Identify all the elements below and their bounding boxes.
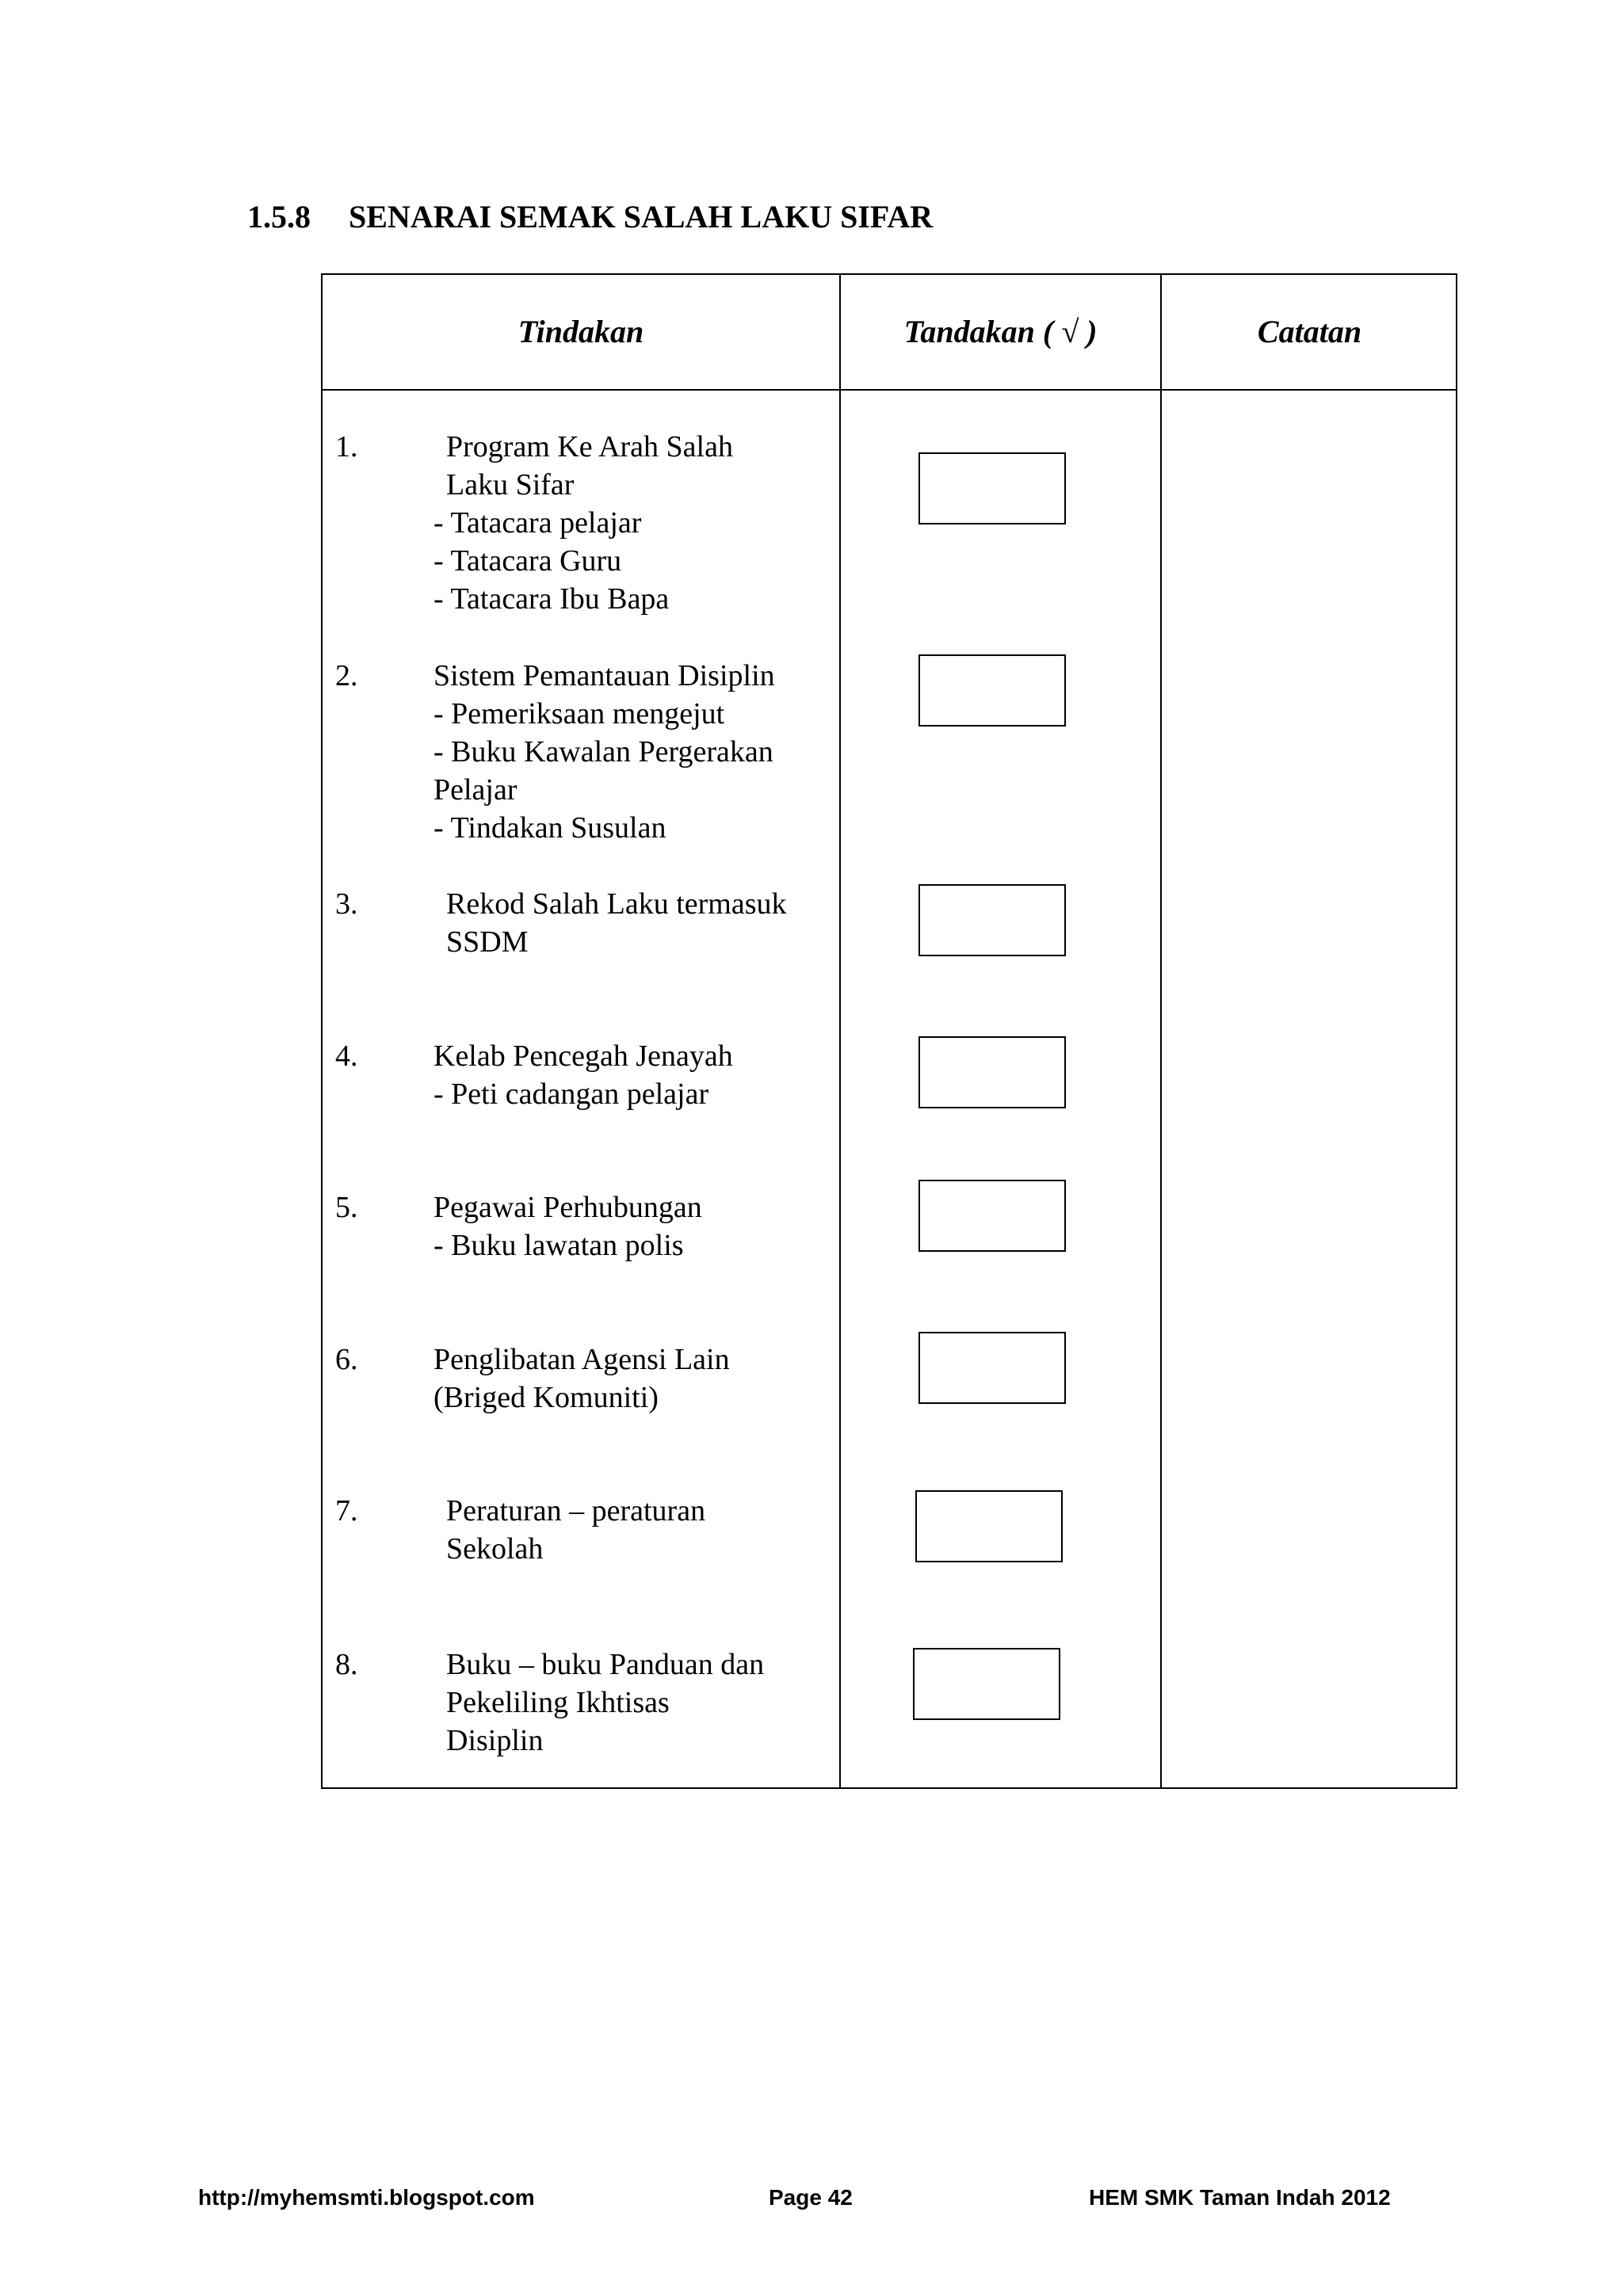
item-title: Rekod Salah Laku termasuk SSDM: [446, 887, 787, 959]
section-title: SENARAI SEMAK SALAH LAKU SIFAR: [349, 199, 934, 235]
item-number: 3.: [335, 887, 358, 921]
catatan-column[interactable]: [1162, 391, 1457, 1787]
item-title: Sistem Pemantauan Disiplin: [433, 659, 775, 692]
tick-box-item-1[interactable]: [918, 452, 1066, 524]
footer-url[interactable]: http://myhemsmti.blogspot.com: [198, 2185, 535, 2210]
item-number: 6.: [335, 1343, 358, 1376]
item-title: Penglibatan Agensi Lain (Briged Komuniti): [433, 1343, 730, 1414]
item-subitem: - Tindakan Susulan: [433, 811, 666, 845]
item-subitems: [433, 695, 773, 847]
item-subitem: - Peti cadangan pelajar: [433, 1077, 709, 1111]
header-catatan: Catatan: [1257, 314, 1362, 349]
tick-box-item-3[interactable]: [918, 884, 1066, 956]
column-divider: [839, 275, 841, 1787]
item-title: Kelab Pencegah Jenayah: [433, 1039, 733, 1073]
item-subitem: - Tatacara pelajar: [433, 506, 642, 540]
item-subitem: - Pemeriksaan mengejut: [433, 697, 725, 730]
checklist-table: [321, 273, 1457, 1789]
header-tandakan: Tandakan ( √ ): [903, 314, 1098, 349]
item-number: 7.: [335, 1494, 358, 1527]
tick-box-item-4[interactable]: [918, 1036, 1066, 1108]
item-subitem: - Tatacara Ibu Bapa: [433, 582, 670, 616]
section-heading: [247, 198, 933, 235]
tick-box-item-7[interactable]: [915, 1490, 1063, 1562]
item-subitem: - Buku lawatan polis: [433, 1229, 684, 1262]
section-number: 1.5.8: [247, 199, 311, 235]
footer-page-number: Page 42: [769, 2185, 853, 2210]
item-number: 2.: [335, 659, 358, 692]
header-tindakan: Tindakan: [517, 314, 644, 349]
item-subitem: - Tatacara Guru: [433, 544, 622, 578]
item-title: Buku – buku Panduan dan Pekeliling Ikhtisas Disiplin: [446, 1648, 765, 1757]
tick-box-item-8[interactable]: [913, 1648, 1060, 1720]
item-number: 5.: [335, 1191, 358, 1224]
item-number: 1.: [335, 430, 358, 463]
item-number: 8.: [335, 1648, 358, 1681]
footer-organization: HEM SMK Taman Indah 2012: [1089, 2185, 1391, 2210]
tick-box-item-5[interactable]: [918, 1180, 1066, 1252]
item-title: Peraturan – peraturan Sekolah: [446, 1494, 706, 1566]
item-subitem: - Buku Kawalan Pergerakan Pelajar: [433, 735, 773, 807]
item-subitems: [433, 1226, 684, 1264]
item-title: Program Ke Arah Salah Laku Sifar: [446, 430, 733, 502]
tick-box-item-6[interactable]: [918, 1332, 1066, 1404]
item-number: 4.: [335, 1039, 358, 1073]
tick-box-item-2[interactable]: [918, 654, 1066, 727]
item-subitems: [433, 504, 669, 618]
item-title: Pegawai Perhubungan: [433, 1191, 702, 1224]
item-subitems: [433, 1075, 708, 1113]
